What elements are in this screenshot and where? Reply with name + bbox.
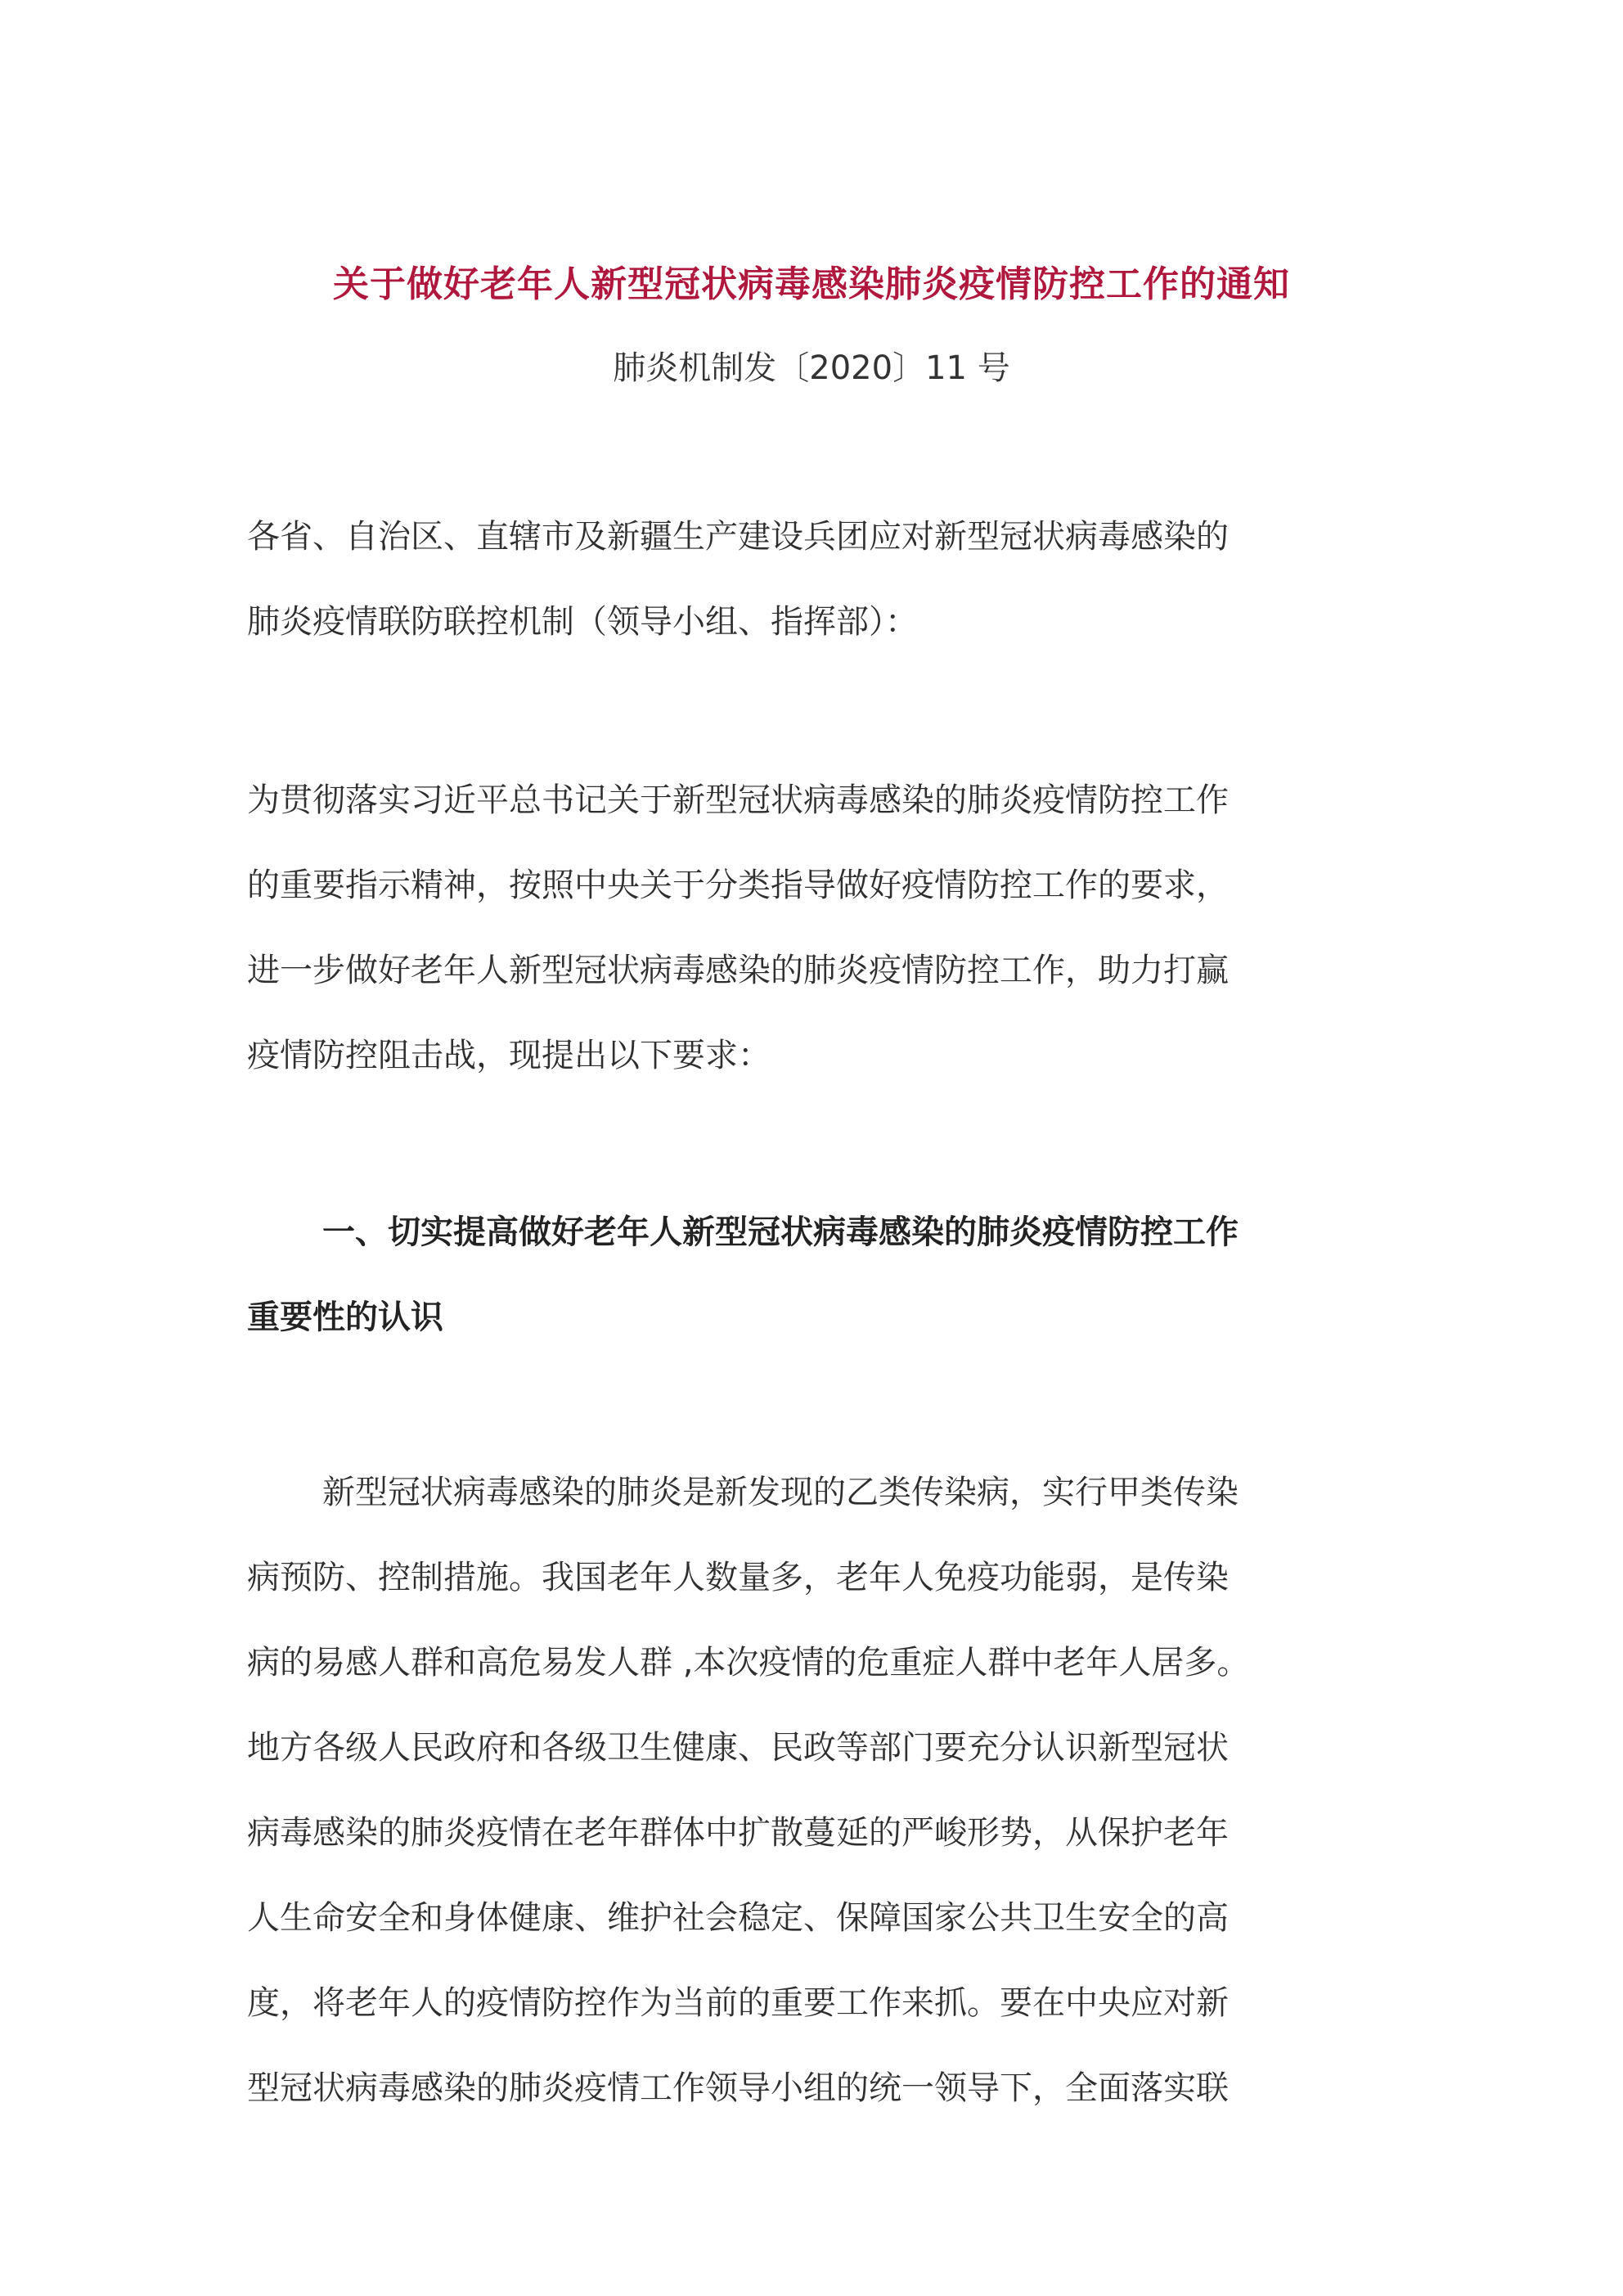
intro-line: 为贯彻落实习近平总书记关于新型冠状病毒感染的肺炎疫情防控工作 [247, 781, 1229, 819]
body-line: 病毒感染的肺炎疫情在老年群体中扩散蔓延的严峻形势，从保护老年 [247, 1814, 1229, 1852]
intro-line: 疫情防控阻击战，现提出以下要求： [247, 1037, 771, 1074]
body-line: 地方各级人民政府和各级卫生健康、民政等部门要充分认识新型冠状 [247, 1729, 1229, 1767]
body-line: 人生命安全和身体健康、维护社会稳定、保障国家公共卫生安全的高 [247, 1899, 1229, 1937]
body-line: 型冠状病毒感染的肺炎疫情工作领导小组的统一领导下，全面落实联 [247, 2069, 1229, 2107]
body-line: 度，将老年人的疫情防控作为当前的重要工作来抓。要在中央应对新 [247, 1984, 1229, 2022]
addressee-line: 肺炎疫情联防联控机制（领导小组、指挥部）： [247, 603, 918, 641]
document-title: 关于做好老年人新型冠状病毒感染肺炎疫情防控工作的通知 [333, 263, 1290, 305]
intro-line: 进一步做好老年人新型冠状病毒感染的肺炎疫情防控工作，助力打赢 [247, 952, 1229, 989]
intro-line: 的重要指示精神，按照中央关于分类指导做好疫情防控工作的要求， [247, 867, 1229, 904]
body-line: 病的易感人群和高危易发人群 ,本次疫情的危重症人群中老年人居多。 [247, 1644, 1250, 1681]
document-number: 肺炎机制发〔2020〕11 号 [613, 349, 1010, 387]
section-1-heading [247, 1190, 1392, 1360]
section-heading-line: 重要性的认识 [247, 1299, 443, 1336]
addressee-line: 各省、自治区、直辖市及新疆生产建设兵团应对新型冠状病毒感染的 [247, 518, 1229, 556]
intro-paragraph [247, 758, 1392, 1098]
section-heading-line: 一、切实提高做好老年人新型冠状病毒感染的肺炎疫情防控工作 [322, 1213, 1239, 1251]
body-line: 新型冠状病毒感染的肺炎是新发现的乙类传染病，实行甲类传染 [322, 1474, 1239, 1511]
section-1-body [247, 1450, 1392, 2131]
body-line: 病预防、控制措施。我国老年人数量多，老年人免疫功能弱，是传染 [247, 1559, 1229, 1596]
addressee-paragraph [247, 494, 1392, 664]
